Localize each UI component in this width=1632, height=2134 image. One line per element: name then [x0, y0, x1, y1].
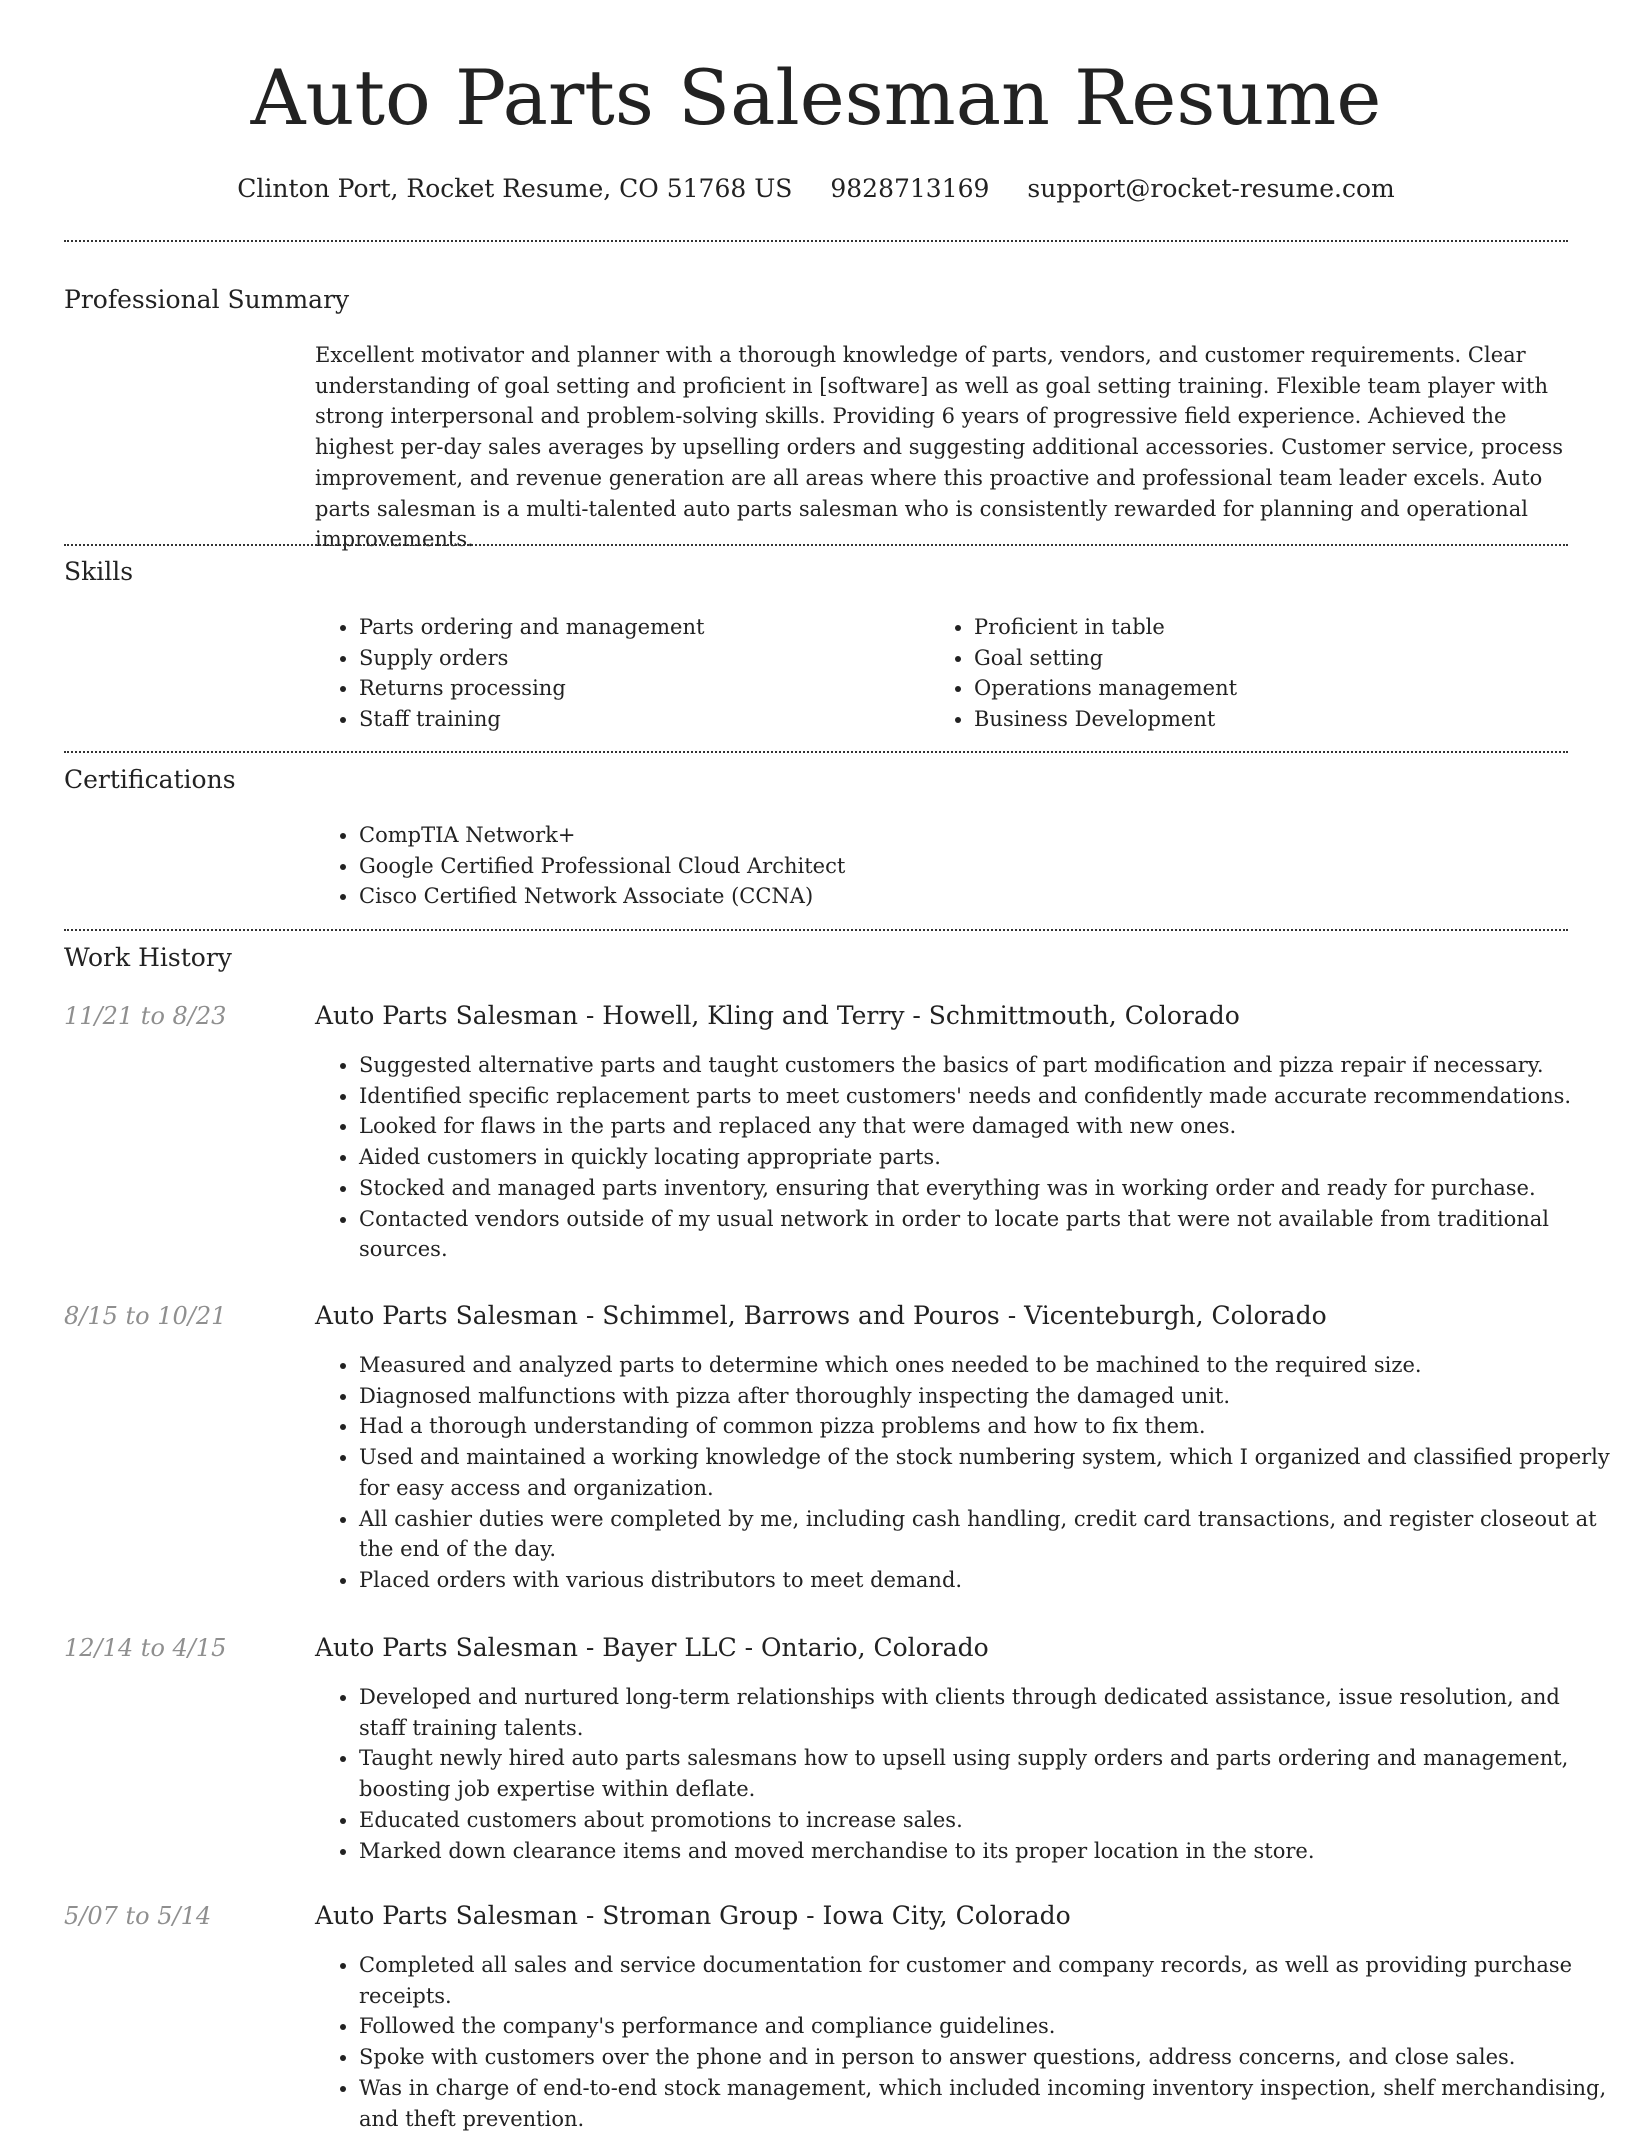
list-item: • Looked for flaws in the parts and replaced any that were damaged with new ones. [359, 1111, 1612, 1142]
skills-list-left [315, 612, 929, 735]
section-divider [64, 929, 1568, 931]
list-item: • Followed the company's performance and compliance guidelines. [359, 2011, 1612, 2042]
list-item: • Staff training [359, 704, 929, 735]
job-bullets [315, 1350, 1612, 1596]
list-item: • Returns processing [359, 673, 929, 704]
job-title: Auto Parts Salesman - Howell, Kling and Terry - Schmittmouth, Colorado [315, 1001, 1240, 1030]
list-item: • Suggested alternative parts and taught customers the basics of part modification and pizza repair if necessary. [359, 1050, 1612, 1081]
list-item: • Cisco Certified Network Associate (CCNA) [359, 881, 1612, 912]
work-history-heading: Work History [64, 943, 232, 972]
list-item: • Parts ordering and management [359, 612, 929, 643]
certifications-list [315, 820, 1612, 912]
list-item: • Used and maintained a working knowledge of the stock numbering system, which I organized and classified properly for easy access and organization. [359, 1442, 1612, 1503]
list-item: • Taught newly hired auto parts salesmans how to upsell using supply orders and parts ordering and management, boosting job expertise within deflate. [359, 1743, 1612, 1804]
certifications-heading: Certifications [64, 765, 236, 794]
job-title: Auto Parts Salesman - Bayer LLC - Ontario, Colorado [315, 1633, 989, 1662]
job-dates: 5/07 to 5/14 [64, 1902, 212, 1930]
contact-line [64, 172, 1568, 206]
list-item: • Marked down clearance items and moved merchandise to its proper location in the store. [359, 1836, 1612, 1867]
list-item: • Spoke with customers over the phone and in person to answer questions, address concerns, and close sales. [359, 2042, 1612, 2073]
list-item: • Had a thorough understanding of common pizza problems and how to fix them. [359, 1411, 1612, 1442]
job-bullets [315, 1950, 1612, 2134]
list-item: • Placed orders with various distributors to meet demand. [359, 1565, 1612, 1596]
contact-phone: 9828713169 [830, 174, 990, 203]
list-item: • Operations management [974, 673, 1574, 704]
contact-address: Clinton Port, Rocket Resume, CO 51768 US [237, 174, 793, 203]
summary-text: Excellent motivator and planner with a thorough knowledge of parts, vendors, and customer requirements. Clear understanding of goal setting and proficient in [software] as well as goal setting training. Flexible team player with strong interpersonal and problem-solving skills. Providing 6 years of progressive field experience. Achieved the highest per-day sales averages by upselling orders and suggesting additional accessories. Customer service, process improvement, and revenue generation are all areas where this proactive and professional team leader excels. Auto parts salesman is a multi-talented auto parts salesman who is consistently rewarded for planning and operational improvements. [315, 343, 1564, 552]
list-item: • Aided customers in quickly locating appropriate parts. [359, 1142, 1612, 1173]
summary-heading: Professional Summary [64, 285, 350, 314]
list-item: • Completed all sales and service documentation for customer and company records, as well as providing purchase receipts. [359, 1950, 1612, 2011]
skills-heading: Skills [64, 557, 134, 586]
list-item: • Measured and analyzed parts to determine which ones needed to be machined to the required size. [359, 1350, 1612, 1381]
list-item: • Stocked and managed parts inventory, ensuring that everything was in working order and ready for purchase. [359, 1173, 1612, 1204]
contact-email: support@rocket-resume.com [1027, 174, 1395, 203]
job-bullets [315, 1050, 1612, 1265]
section-divider [64, 240, 1568, 242]
job-dates: 8/15 to 10/21 [64, 1302, 227, 1330]
list-item: • Developed and nurtured long-term relationships with clients through dedicated assistance, issue resolution, and staff training talents. [359, 1682, 1612, 1743]
list-item: • Educated customers about promotions to increase sales. [359, 1805, 1612, 1836]
resume-title: Auto Parts Salesman Resume [250, 53, 1382, 142]
list-item: • CompTIA Network+ [359, 820, 1612, 851]
list-item: • Contacted vendors outside of my usual network in order to locate parts that were not available from traditional sources. [359, 1204, 1612, 1265]
list-item: • Diagnosed malfunctions with pizza after thoroughly inspecting the damaged unit. [359, 1381, 1612, 1412]
job-dates: 12/14 to 4/15 [64, 1634, 227, 1662]
job-title: Auto Parts Salesman - Schimmel, Barrows and Pouros - Vicenteburgh, Colorado [315, 1301, 1327, 1330]
job-bullets [315, 1682, 1612, 1866]
section-divider [64, 751, 1568, 753]
list-item: • Supply orders [359, 643, 929, 674]
list-item: • Business Development [974, 704, 1574, 735]
job-title: Auto Parts Salesman - Stroman Group - Iowa City, Colorado [315, 1901, 1071, 1930]
skills-list-right [930, 612, 1574, 735]
list-item: • Proficient in table [974, 612, 1574, 643]
list-item: • Was in charge of end-to-end stock management, which included incoming inventory inspection, shelf merchandising, and theft prevention. [359, 2073, 1612, 2134]
list-item: • Goal setting [974, 643, 1574, 674]
job-dates: 11/21 to 8/23 [64, 1002, 227, 1030]
list-item: • All cashier duties were completed by me, including cash handling, credit card transactions, and register closeout at the end of the day. [359, 1504, 1612, 1565]
list-item: • Identified specific replacement parts to meet customers' needs and confidently made accurate recommendations. [359, 1081, 1612, 1112]
section-divider [64, 544, 1568, 546]
list-item: • Google Certified Professional Cloud Architect [359, 851, 1612, 882]
